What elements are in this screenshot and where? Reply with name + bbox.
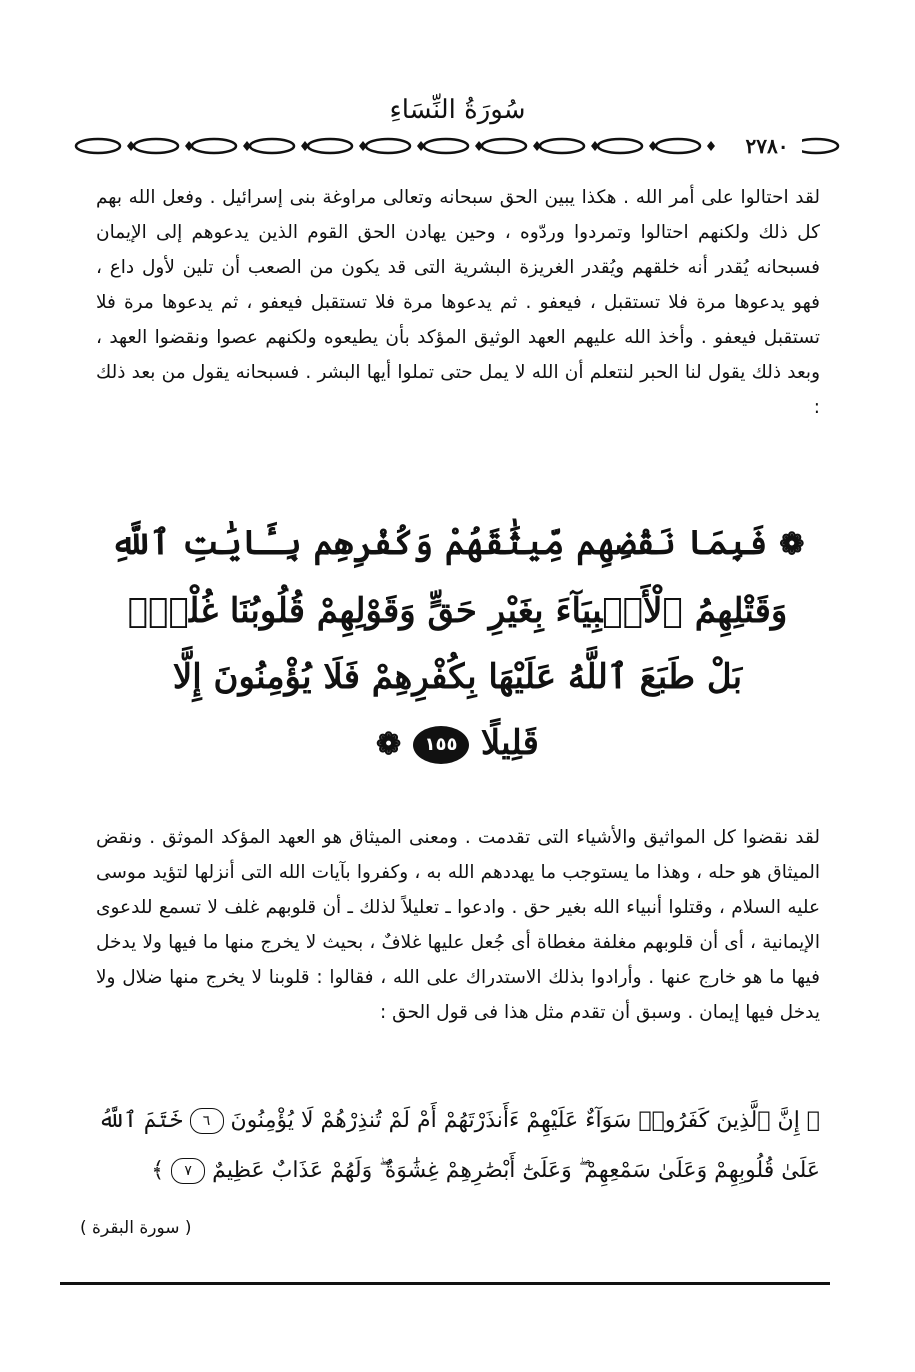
verse-line-3: بَلْ طَبَعَ ٱللَّهُ عَلَيْهَا بِكُفْرِهِمْ فَلَا يُؤْمِنُونَ إِلَّا	[172, 657, 743, 697]
commentary-paragraph-top: لقد احتالوا على أمر الله . هكذا يبين الحق سبحانه وتعالى مراوغة بنى إسرائيل . وفعل الله بهم كل ذلك ولكنهم احتالوا وتمردوا وردّوه ، وحين يهادن الحق القوم الذين يدعوهم إلى الإيمان فسبحانه يُقدر أنه خلقهم ويُقدر الغريزة البشرية التى قد يكون من الصعب أن تلين لأول داع ، فهو يدعوها مرة فلا تستقبل ، فيعفو . ثم يدعوها مرة فلا تستقبل فيعفو ، ثم يدعوها مرة فلا تستقبل فيعفو . وأخذ الله عليهم العهد الوثيق المؤكد بأن يطيعوه ولكنهم عصوا ونقضوا العهد ، وبعد ذلك يقول لنا الحبر لنتعلم أن الله لا يمل حتى تملوا أيها البشر . فسبحانه يقول من بعد ذلك :	[96, 187, 820, 418]
ayah-marker-6: ٦	[190, 1108, 224, 1134]
verse-line-1-text: فَبِمَا نَقْضِهِم مِّيثَٰقَهُمْ وَكُفْرِهِم بِـَٔايَٰتِ ٱللَّهِ	[110, 523, 768, 563]
commentary-paragraph-bottom: لقد نقضوا كل المواثيق والأشياء التى تقدمت . ومعنى الميثاق هو العهد المؤكد الموثق . ونقض الميثاق هو حله ، وهذا ما يستوجب ما يهددهم الله به ، وكفروا بآيات الله التى أنزلها لتؤيد موسى عليه السلام ، وقتلوا أنبياء الله بغير حق . وادعوا ـ تعليلاً لذلك ـ أن قلوبهم غلف لا تسمع للدعوى الإيمانية ، أى أن قلوبهم مغلفة مغطاة أى جُعل عليها غلافٌ ، بحيث لا يخرج منها ما فيها ولا يدخل فيها ما هو خارج عنها . وأرادوا بذلك الاستدراك على الله ، فقالوا : قلوبنا لا يخرج منها ضلال ولا يدخل فيها إيمان . وسبق أن تقدم مثل هذا فى قول الحق :	[96, 827, 820, 1023]
ayah-marker-7: ٧	[171, 1158, 205, 1184]
verse-line-4	[95, 710, 820, 778]
quran-verse-block	[95, 510, 820, 778]
quoted-verse-line-2	[95, 1146, 820, 1196]
quoted-verse-line-1-tail: خَتَمَ ٱللَّهُ	[98, 1108, 183, 1133]
header-ornament-border	[72, 135, 842, 157]
verse-line-1	[95, 510, 820, 578]
source-citation: ( سورة البقرة )	[80, 1218, 192, 1238]
quote-close-bracket: ﴾	[151, 1158, 165, 1183]
verse-open-ornament-icon: ❁	[779, 527, 805, 562]
quoted-verse-line-1	[95, 1096, 820, 1146]
verse-close-ornament-icon: ❁	[376, 727, 402, 762]
footer-divider	[60, 1282, 830, 1285]
page-number: ٢٧٨٠	[732, 134, 802, 158]
surah-title: سُورَةُ النِّسَاءِ	[389, 95, 526, 125]
ayah-number-badge: ١٥٥	[413, 726, 469, 764]
quoted-verse-line-2-text: عَلَىٰ قُلُوبِهِمْ وَعَلَىٰ سَمْعِهِمْ ۖ وَعَلَىٰٓ أَبْصَٰرِهِمْ غِشَٰوَةٌ ۖ وَلَهُمْ عَذَابٌ عَظِيمٌ	[212, 1158, 820, 1183]
verse-line-2: وَقَتْلِهِمُ ٱلْأَنۢبِيَآءَ بِغَيْرِ حَقٍّ وَقَوْلِهِمْ قُلُوبُنَا غُلْفٌۢ	[127, 591, 788, 631]
quoted-verse-line-1-text: ﴿ إِنَّ ٱلَّذِينَ كَفَرُوا۟ سَوَآءٌ عَلَيْهِمْ ءَأَنذَرْتَهُمْ أَمْ لَمْ تُنذِرْهُمْ لَا يُؤْمِنُونَ	[230, 1108, 820, 1133]
verse-line-4-text: قَلِيلًا	[480, 723, 539, 763]
quoted-verse-block	[95, 1096, 820, 1196]
